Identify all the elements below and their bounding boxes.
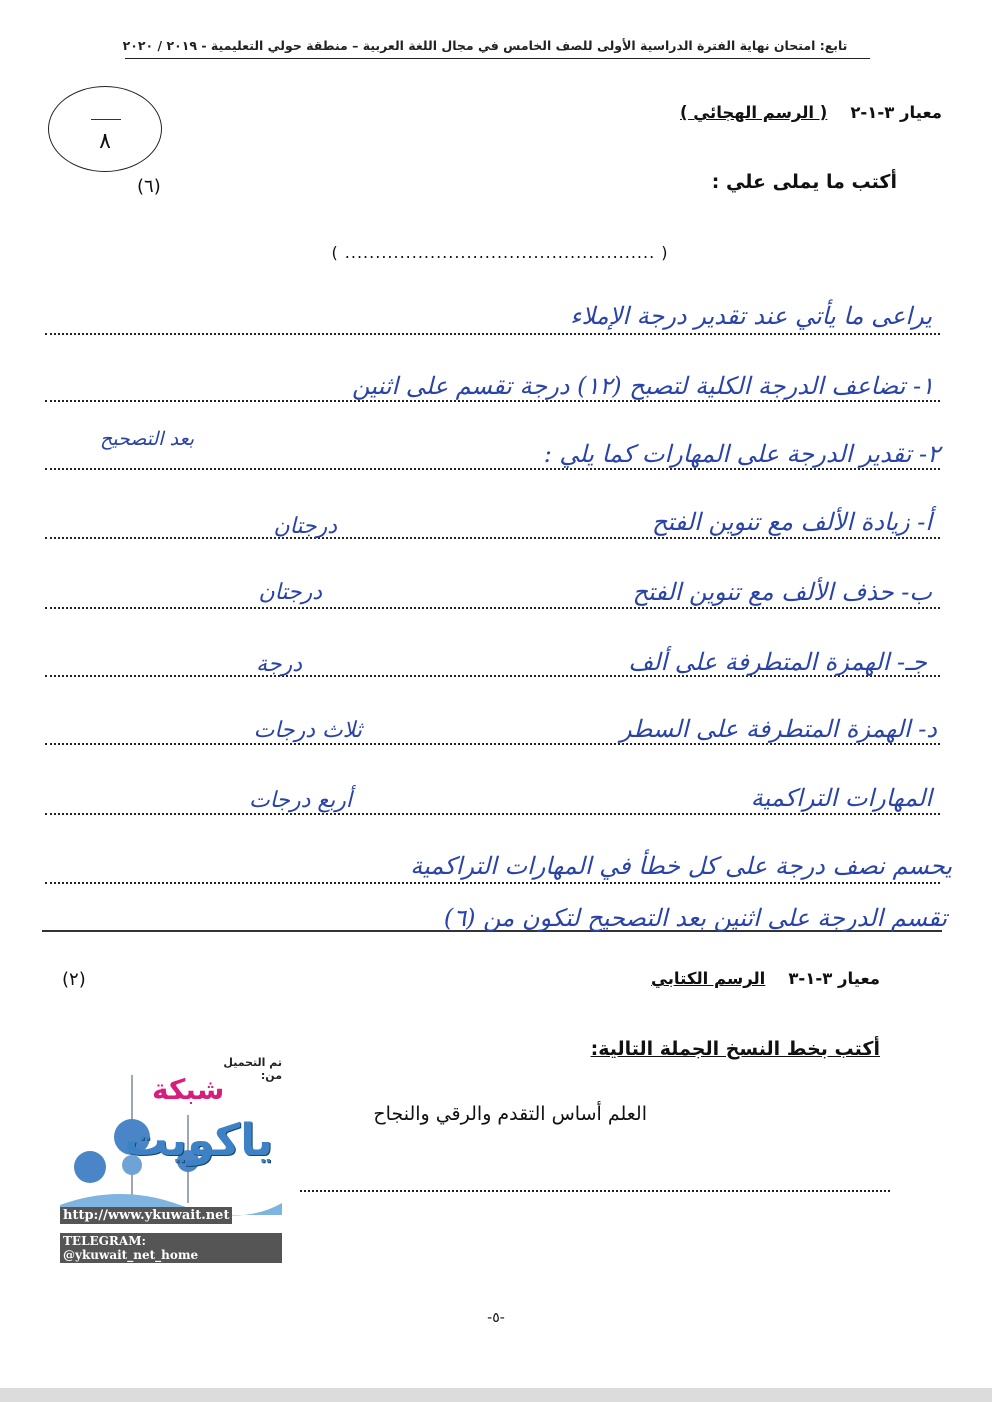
logo-url: http://www.ykuwait.net (60, 1207, 232, 1224)
dictation-instruction: أكتب ما يملى علي : (711, 171, 897, 193)
ykuwait-logo (60, 1055, 282, 1260)
copy-instruction: أكتب بخط النسخ الجملة التالية: (590, 1038, 880, 1060)
writing-line[interactable] (45, 743, 940, 745)
handwritten-note: درجتان (273, 514, 337, 539)
handwritten-note: ٢- تقدير الدرجة على المهارات كما يلي : (543, 440, 940, 468)
handwritten-note: أربع درجات (249, 788, 352, 813)
header-underline (125, 58, 870, 59)
handwritten-note: درجة (256, 652, 302, 677)
standard-1-title: ( الرسم الهجائي ) (680, 103, 828, 122)
logo-telegram: TELEGRAM: @ykuwait_net_home (60, 1233, 282, 1263)
score-dash (91, 119, 121, 120)
standard-1-heading (680, 103, 942, 122)
handwritten-note: ثلاث درجات (253, 718, 362, 743)
handwritten-note: يراعى ما يأتي عند تقدير درجة الإملاء (570, 302, 932, 330)
section-2-marks: (٢) (62, 969, 86, 990)
writing-line[interactable] (45, 333, 940, 335)
writing-line[interactable] (45, 607, 940, 609)
dictation-title-blank[interactable]: ( ................................................... ) (331, 243, 669, 262)
handwritten-note: المهارات التراكمية (750, 784, 932, 812)
writing-line[interactable] (45, 400, 940, 402)
page-header: تابع: امتحان نهاية الفترة الدراسية الأولى للصف الخامس في مجال اللغة العربية – منطقة حولي التعليمية - ٢٠١٩ / ٢٠٢٠ (122, 38, 848, 53)
handwritten-note: يحسم نصف درجة على كل خطأ في المهارات التراكمية (410, 852, 952, 880)
standard-2-heading (651, 969, 880, 988)
writing-line[interactable] (45, 882, 940, 884)
writing-line[interactable] (45, 468, 940, 470)
section-1-marks: (٦) (137, 176, 161, 197)
handwritten-note: جـ- الهمزة المتطرفة على ألف (628, 648, 927, 676)
score-circle (48, 86, 162, 172)
logo-brand-top: شبكة (152, 1073, 225, 1106)
standard-2-code: معيار ٣-١-٣ (788, 969, 880, 988)
standard-2-title: الرسم الكتابي (651, 969, 766, 988)
handwritten-note: بعد التصحيح (100, 428, 195, 450)
download-label: تم التحميل من: (223, 1056, 282, 1082)
handwritten-note: د- الهمزة المتطرفة على السطر (619, 715, 937, 743)
page-number: -٥- (487, 1310, 505, 1326)
handwritten-note: تقسم الدرجة على اثنين بعد التصحيح لتكون من (٦) (443, 904, 947, 932)
writing-line[interactable] (45, 537, 940, 539)
score-value: ٨ (99, 129, 111, 154)
scan-bottom-edge (0, 1388, 992, 1402)
copy-sentence: العلم أساس التقدم والرقي والنجاح (373, 1103, 647, 1125)
copy-writing-line[interactable] (300, 1190, 890, 1192)
logo-brand-main: ياكويت (124, 1115, 274, 1166)
handwritten-note: درجتان (258, 580, 322, 605)
writing-line[interactable] (45, 813, 940, 815)
handwritten-note: أ- زيادة الألف مع تنوين الفتح (651, 508, 932, 536)
handwritten-note: ١- تضاعف الدرجة الكلية لتصبح (١٢) درجة تقسم على اثنين (352, 372, 934, 400)
standard-1-code: معيار ٣-١-٢ (850, 103, 942, 122)
handwritten-note: ب- حذف الألف مع تنوين الفتح (632, 578, 932, 606)
